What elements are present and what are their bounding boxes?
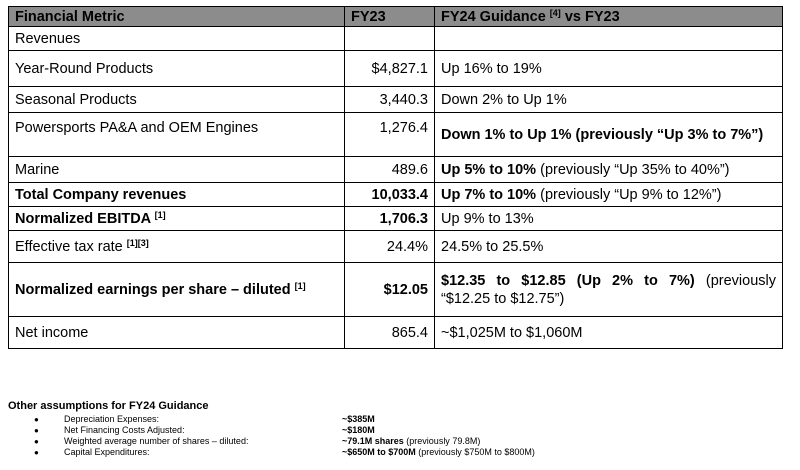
table-row <box>9 27 783 51</box>
table-header-row <box>9 7 783 27</box>
row-guidance-net-income: ~$1,025M to $1,060M <box>435 317 783 349</box>
header-fy24-footnote: [4] <box>549 7 561 18</box>
row-label-seasonal: Seasonal Products <box>9 87 345 113</box>
table-row <box>9 157 783 183</box>
table-row <box>9 207 783 231</box>
table-row <box>9 51 783 87</box>
row-fy23-total: 10,033.4 <box>345 183 435 207</box>
guidance-marine-rest: (previously “Up 35% to 40%”) <box>536 161 730 178</box>
header-fy24-text: FY24 Guidance <box>441 8 550 25</box>
table-row <box>9 113 783 157</box>
list-item <box>8 414 788 425</box>
header-fy24-guidance <box>435 7 783 27</box>
row-label-net-income: Net income <box>9 317 345 349</box>
header-financial-metric: Financial Metric <box>9 7 345 27</box>
table-row <box>9 263 783 317</box>
table-row <box>9 231 783 263</box>
assumption-value <box>342 425 375 436</box>
bullet-icon: ● <box>34 426 39 435</box>
bullet-icon: ● <box>34 415 39 424</box>
row-guidance-year-round: Up 16% to 19% <box>435 51 783 87</box>
row-fy23-net-income: 865.4 <box>345 317 435 349</box>
row-fy23-empty <box>345 27 435 51</box>
row-guidance-powersports: Down 1% to Up 1% (previously “Up 3% to 7%”) <box>435 113 783 157</box>
assumption-label: Capital Expenditures: <box>64 447 150 457</box>
row-label-total: Total Company revenues <box>9 183 345 207</box>
assumption-value-note: (previously 79.8M) <box>403 436 481 446</box>
assumption-value <box>342 436 480 447</box>
table-row <box>9 317 783 349</box>
assumption-value-bold: ~$385M <box>342 414 375 424</box>
row-guidance-empty <box>435 27 783 51</box>
row-fy23-powersports: 1,276.4 <box>345 113 435 157</box>
row-label-ebitda <box>9 207 345 231</box>
assumption-value <box>342 447 535 458</box>
row-label-year-round: Year-Round Products <box>9 51 345 87</box>
row-label-tax <box>9 231 345 263</box>
row-guidance-ebitda: Up 9% to 13% <box>435 207 783 231</box>
tax-label-text: Effective tax rate <box>15 238 127 255</box>
assumption-value-note: (previously $750M to $800M) <box>415 447 535 457</box>
row-label-marine: Marine <box>9 157 345 183</box>
row-fy23-ebitda: 1,706.3 <box>345 207 435 231</box>
assumption-label: Depreciation Expenses: <box>64 414 160 424</box>
row-guidance-seasonal: Down 2% to Up 1% <box>435 87 783 113</box>
ebitda-footnote: [1] <box>154 209 166 220</box>
row-guidance-eps <box>435 263 783 317</box>
guidance-total-bold: Up 7% to 10% <box>441 186 537 203</box>
assumption-value <box>342 414 375 425</box>
row-label-eps <box>9 263 345 317</box>
other-assumptions-section <box>8 400 788 458</box>
eps-label-text: Normalized earnings per share – diluted <box>15 281 295 298</box>
assumption-value-bold: ~79.1M shares <box>342 436 404 446</box>
header-fy24-suffix: vs FY23 <box>560 8 620 25</box>
guidance-eps-rest: (previously “$12.25 to $12.75”) <box>441 272 776 307</box>
row-fy23-marine: 489.6 <box>345 157 435 183</box>
guidance-marine-bold: Up 5% to 10% <box>441 161 537 178</box>
list-item <box>8 447 788 458</box>
guidance-total-rest: (previously “Up 9% to 12%”) <box>536 186 722 203</box>
header-fy23: FY23 <box>345 7 435 27</box>
assumptions-title: Other assumptions for FY24 Guidance <box>8 400 209 412</box>
assumption-label: Net Financing Costs Adjusted: <box>64 425 185 435</box>
row-guidance-total <box>435 183 783 207</box>
financial-table-container <box>8 6 782 349</box>
assumption-value-bold: ~$180M <box>342 425 375 435</box>
row-label-powersports: Powersports PA&A and OEM Engines <box>9 113 345 157</box>
table-row <box>9 87 783 113</box>
row-guidance-tax: 24.5% to 25.5% <box>435 231 783 263</box>
row-fy23-eps: $12.05 <box>345 263 435 317</box>
list-item <box>8 425 788 436</box>
table-row <box>9 183 783 207</box>
eps-footnote: [1] <box>294 280 306 291</box>
ebitda-label-text: Normalized EBITDA <box>15 210 155 227</box>
list-item <box>8 436 788 447</box>
bullet-icon: ● <box>34 448 39 457</box>
guidance-eps-bold: $12.35 to $12.85 (Up 2% to 7%) <box>441 272 695 289</box>
row-label-revenues: Revenues <box>9 27 345 51</box>
row-guidance-marine <box>435 157 783 183</box>
row-fy23-tax: 24.4% <box>345 231 435 263</box>
row-fy23-year-round: $4,827.1 <box>345 51 435 87</box>
assumption-label: Weighted average number of shares – diluted: <box>64 436 249 446</box>
financial-metrics-table <box>8 6 783 349</box>
tax-footnote: [1][3] <box>126 237 149 248</box>
assumption-value-bold: ~$650M to $700M <box>342 447 416 457</box>
bullet-icon: ● <box>34 437 39 446</box>
row-fy23-seasonal: 3,440.3 <box>345 87 435 113</box>
